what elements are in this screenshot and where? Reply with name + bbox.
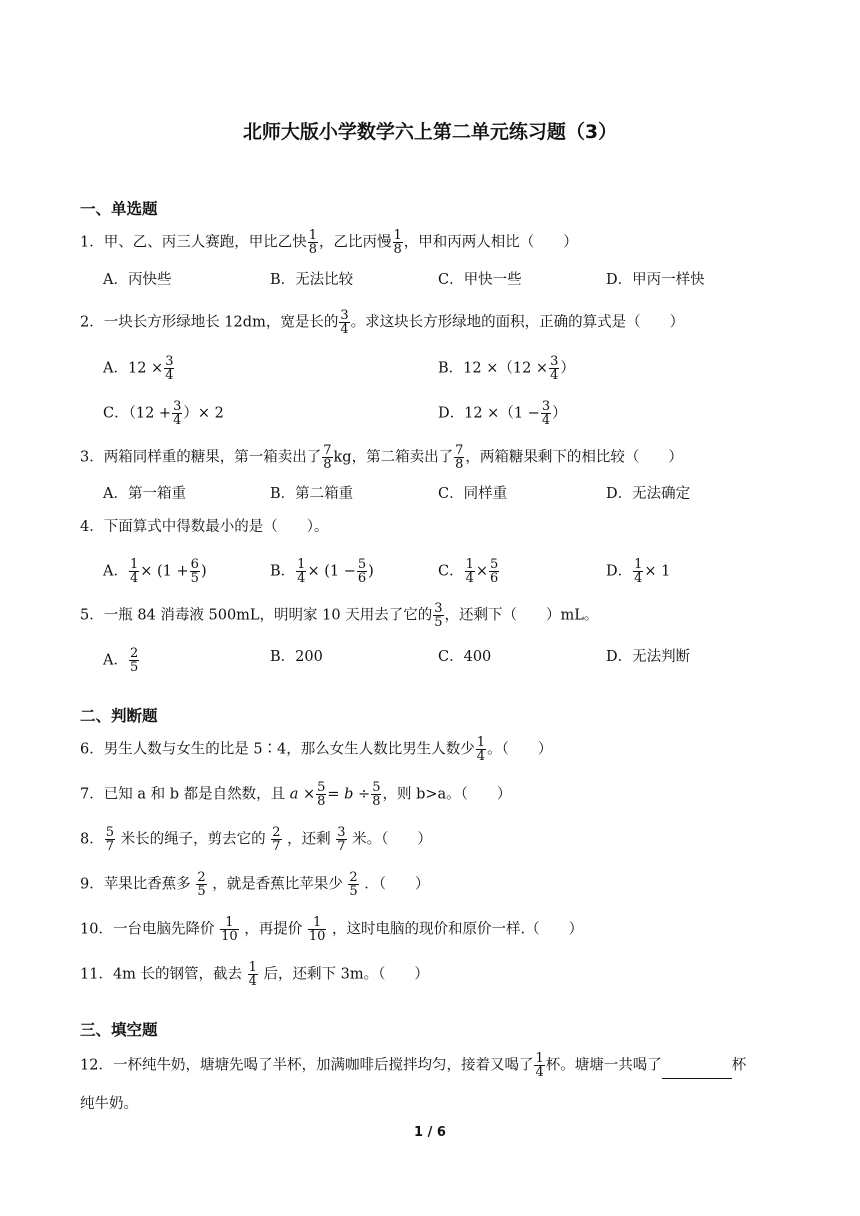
- q4-option-c[interactable]: C． $\frac{1}{4}$ × $\frac{5}{6}$: [438, 557, 499, 586]
- section-heading-fill-in: 三、填空题: [80, 1021, 158, 1039]
- question-10: 10．一台电脑先降价 $\frac{1}{10}$ ，再提价 $\frac{1}{10}$ ，这时电脑的现价和原价一样.（ ）: [80, 915, 584, 944]
- question-1: 1．甲、乙、丙三人赛跑，甲比乙快 $\frac{1}{8}$ ，乙比丙慢 $\frac{1}{8}$ ，甲和丙两人相比（ ）: [80, 228, 578, 257]
- question-11: 11．4m 长的钢管，截去 $\frac{1}{4}$ 后，还剩下 3m。（ ）: [80, 960, 429, 989]
- q5-option-d[interactable]: D．无法判断: [606, 649, 691, 665]
- section-heading-true-false: 二、判断题: [80, 707, 158, 725]
- question-7: 7．已知 a 和 b 都是自然数，且 a × $\frac{5}{8}$ = b ÷ $\frac{5}{8}$ ，则 b>a。（ ）: [80, 780, 512, 809]
- question-2: 2．一块长方形绿地长 12dm，宽是长的 $\frac{3}{4}$ 。求这块长方形绿地的面积，正确的算式是（ ）: [80, 308, 685, 337]
- page-number: 1 / 6: [414, 1125, 446, 1140]
- q1-option-b[interactable]: B．无法比较: [270, 272, 354, 288]
- fraction: $\frac{1}{8}$: [308, 228, 318, 257]
- fraction: $\frac{3}{4}$: [340, 308, 349, 337]
- question-4: 4．下面算式中得数最小的是（ ）。: [80, 519, 329, 535]
- q3-option-d[interactable]: D．无法确定: [606, 486, 691, 502]
- q2-option-a[interactable]: A．12 × $\frac{3}{4}$: [103, 354, 174, 383]
- question-12-line2: 纯牛奶。: [80, 1096, 138, 1112]
- q3-option-a[interactable]: A．第一箱重: [103, 486, 186, 502]
- fraction: $\frac{1}{8}$: [393, 228, 402, 257]
- question-9: 9．苹果比香蕉多 $\frac{2}{5}$ ，就是香蕉比苹果少 $\frac{2}{5}$ ．（ ）: [80, 870, 430, 899]
- q2-option-d[interactable]: D．12 ×（1 − $\frac{3}{4}$ ）: [438, 399, 567, 428]
- q4-option-d[interactable]: D． $\frac{1}{4}$ × 1: [606, 557, 671, 586]
- q5-option-a[interactable]: A． $\frac{2}{5}$: [103, 646, 139, 675]
- q1-option-a[interactable]: A．丙快些: [103, 272, 172, 288]
- page-title: 北师大版小学数学六上第二单元练习题（3）: [242, 121, 618, 143]
- q5-option-c[interactable]: C．400: [438, 649, 492, 665]
- q3-option-c[interactable]: C．同样重: [438, 486, 508, 502]
- q4-option-b[interactable]: B． $\frac{1}{4}$ × (1 − $\frac{5}{6}$ ): [270, 557, 374, 586]
- answer-blank[interactable]: [662, 1062, 732, 1079]
- question-3: 3．两箱同样重的糖果，第一箱卖出了 $\frac{7}{8}$ kg，第二箱卖出了 $\frac{7}{8}$ ，两箱糖果剩下的相比较（ ）: [80, 443, 683, 472]
- section-heading-single-choice: 一、单选题: [80, 200, 158, 218]
- question-12: 12．一杯纯牛奶，塘塘先喝了半杯，加满咖啡后搅拌均匀，接着又喝了 $\frac{1}{4}$ 杯。塘塘一共喝了 杯: [80, 1051, 747, 1080]
- question-8: 8． $\frac{5}{7}$ 米长的绳子，剪去它的 $\frac{2}{7}$ ，还剩 $\frac{3}{7}$ 米。（ ）: [80, 825, 432, 854]
- q2-option-c[interactable]: C．（12 + $\frac{3}{4}$ ）× 2: [103, 399, 224, 428]
- q3-option-b[interactable]: B．第二箱重: [270, 486, 354, 502]
- q5-option-b[interactable]: B．200: [270, 649, 323, 665]
- q4-option-a[interactable]: A． $\frac{1}{4}$ × (1 + $\frac{6}{5}$ ): [103, 557, 207, 586]
- question-6: 6．男生人数与女生的比是 5∶4，那么女生人数比男生人数少 $\frac{1}{4}$ 。（ ）: [80, 735, 553, 764]
- q1-option-d[interactable]: D．甲丙一样快: [606, 272, 705, 288]
- question-5: 5．一瓶 84 消毒液 500mL，明明家 10 天用去了它的 $\frac{3}{5}$ ，还剩下（ ）mL。: [80, 601, 599, 630]
- q2-option-b[interactable]: B．12 ×（12 × $\frac{3}{4}$ ）: [438, 354, 575, 383]
- q1-option-c[interactable]: C．甲快一些: [438, 272, 522, 288]
